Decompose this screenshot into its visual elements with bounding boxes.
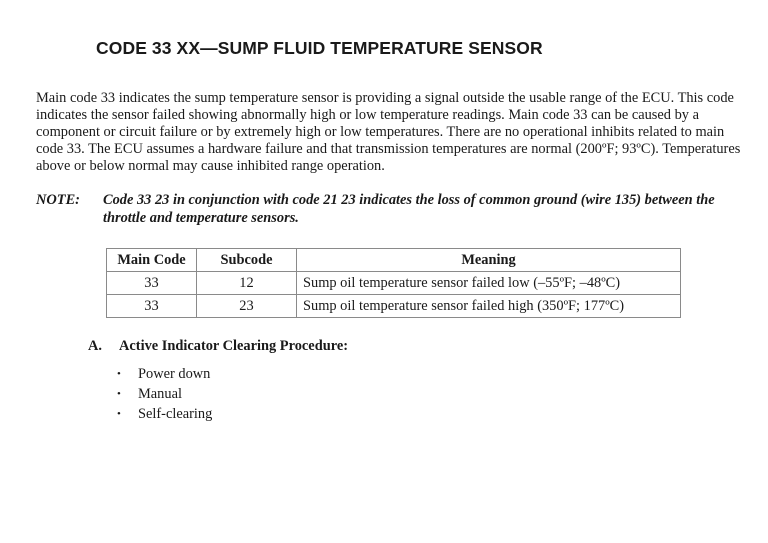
cell-main-code: 33 xyxy=(107,272,197,295)
bullet-icon: • xyxy=(117,388,121,400)
list-item xyxy=(117,364,212,384)
page-title: CODE 33 XX—SUMP FLUID TEMPERATURE SENSOR xyxy=(96,38,543,58)
header-meaning: Meaning xyxy=(297,249,681,272)
cell-subcode: 23 xyxy=(197,295,297,318)
header-main-code: Main Code xyxy=(107,249,197,272)
list-item-label: Manual xyxy=(138,386,182,402)
bullet-icon: • xyxy=(117,408,121,420)
section-heading xyxy=(88,338,348,355)
header-subcode: Subcode xyxy=(197,249,297,272)
list-item xyxy=(117,384,212,404)
table-row xyxy=(107,295,681,318)
list-item xyxy=(117,404,212,424)
cell-meaning: Sump oil temperature sensor failed high (350ºF; 177ºC) xyxy=(297,295,681,318)
cell-main-code: 33 xyxy=(107,295,197,318)
table-row xyxy=(107,272,681,295)
code-table xyxy=(106,248,681,318)
cell-subcode: 12 xyxy=(197,272,297,295)
list-item-label: Self-clearing xyxy=(138,406,213,422)
intro-paragraph: Main code 33 indicates the sump temperature sensor is providing a signal outside the usable range of the ECU. This code indicates the sensor failed showing abnormally high or low temperature readings. Main code 33 can be caused by a component or circuit failure or by extremely high or low temperatures. There are no operational inhibits related to main code 33. The ECU assumes a hardware failure and that transmission temperatures are normal (200ºF; 93ºC). Temperatures above or below normal may cause inhibited range operation. xyxy=(36,90,741,174)
bullet-icon: • xyxy=(117,368,121,380)
note-block xyxy=(36,191,748,227)
cell-meaning: Sump oil temperature sensor failed low (–55ºF; –48ºC) xyxy=(297,272,681,295)
procedure-list xyxy=(117,364,212,424)
note-text: Code 33 23 in conjunction with code 21 23 indicates the loss of common ground (wire 135) between the throttle and temperature sensors. xyxy=(103,192,715,226)
list-item-label: Power down xyxy=(138,366,211,382)
section-title: Active Indicator Clearing Procedure: xyxy=(119,338,349,354)
table-header-row xyxy=(107,249,681,272)
note-label: NOTE: xyxy=(36,192,80,208)
section-letter: A. xyxy=(88,338,102,354)
